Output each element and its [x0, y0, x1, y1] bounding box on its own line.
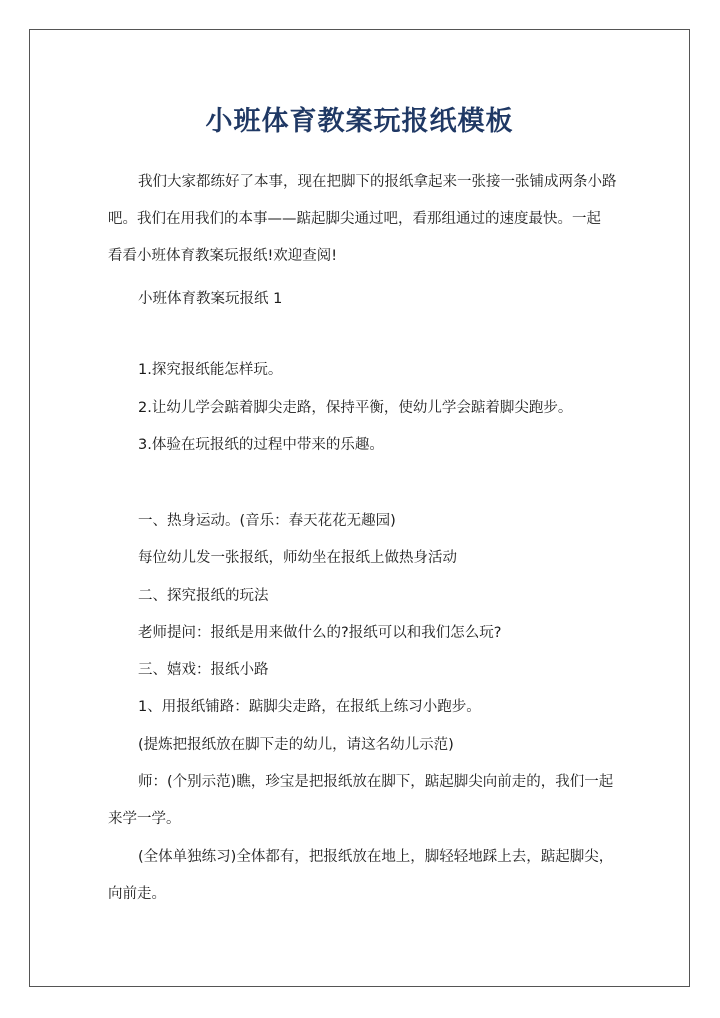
teacher-demo-line-2: 来学一学。 — [108, 811, 181, 827]
step-text-explore: 老师提问：报纸是用来做什么的?报纸可以和我们怎么玩? — [138, 625, 502, 641]
game-step-1: 1、用报纸铺路：踮脚尖走路，在报纸上练习小跑步。 — [138, 699, 481, 715]
intro-line-1: 我们大家都练好了本事，现在把脚下的报纸拿起来一张接一张铺成两条小路 — [138, 174, 617, 190]
goal-item-1: 1.探究报纸能怎样玩。 — [138, 362, 283, 378]
step-heading-explore: 二、探究报纸的玩法 — [138, 588, 269, 604]
goal-item-3: 3.体验在玩报纸的过程中带来的乐趣。 — [138, 437, 384, 453]
goal-item-2: 2.让幼儿学会踮着脚尖走路，保持平衡，使幼儿学会踮着脚尖跑步。 — [138, 400, 573, 416]
group-practice-line-2: 向前走。 — [108, 886, 166, 902]
step-heading-game: 三、嬉戏：报纸小路 — [138, 662, 269, 678]
group-practice-line-1: (全体单独练习)全体都有，把报纸放在地上，脚轻轻地踩上去，踮起脚尖， — [138, 849, 614, 865]
intro-line-3: 看看小班体育教案玩报纸!欢迎查阅! — [108, 248, 338, 264]
document-title: 小班体育教案玩报纸模板 — [205, 106, 514, 137]
intro-line-2: 吧。我们在用我们的本事——踮起脚尖通过吧，看那组通过的速度最快。一起 — [108, 211, 601, 227]
game-note: (提炼把报纸放在脚下走的幼儿，请这名幼儿示范) — [138, 737, 454, 753]
step-text-warmup: 每位幼儿发一张报纸，师幼坐在报纸上做热身活动 — [138, 550, 457, 566]
step-heading-warmup: 一、热身运动。(音乐：春天花花无趣园) — [138, 513, 396, 529]
section-heading: 小班体育教案玩报纸 1 — [138, 291, 283, 307]
teacher-demo-line-1: 师：(个别示范)瞧，珍宝是把报纸放在脚下，踮起脚尖向前走的，我们一起 — [138, 774, 614, 790]
